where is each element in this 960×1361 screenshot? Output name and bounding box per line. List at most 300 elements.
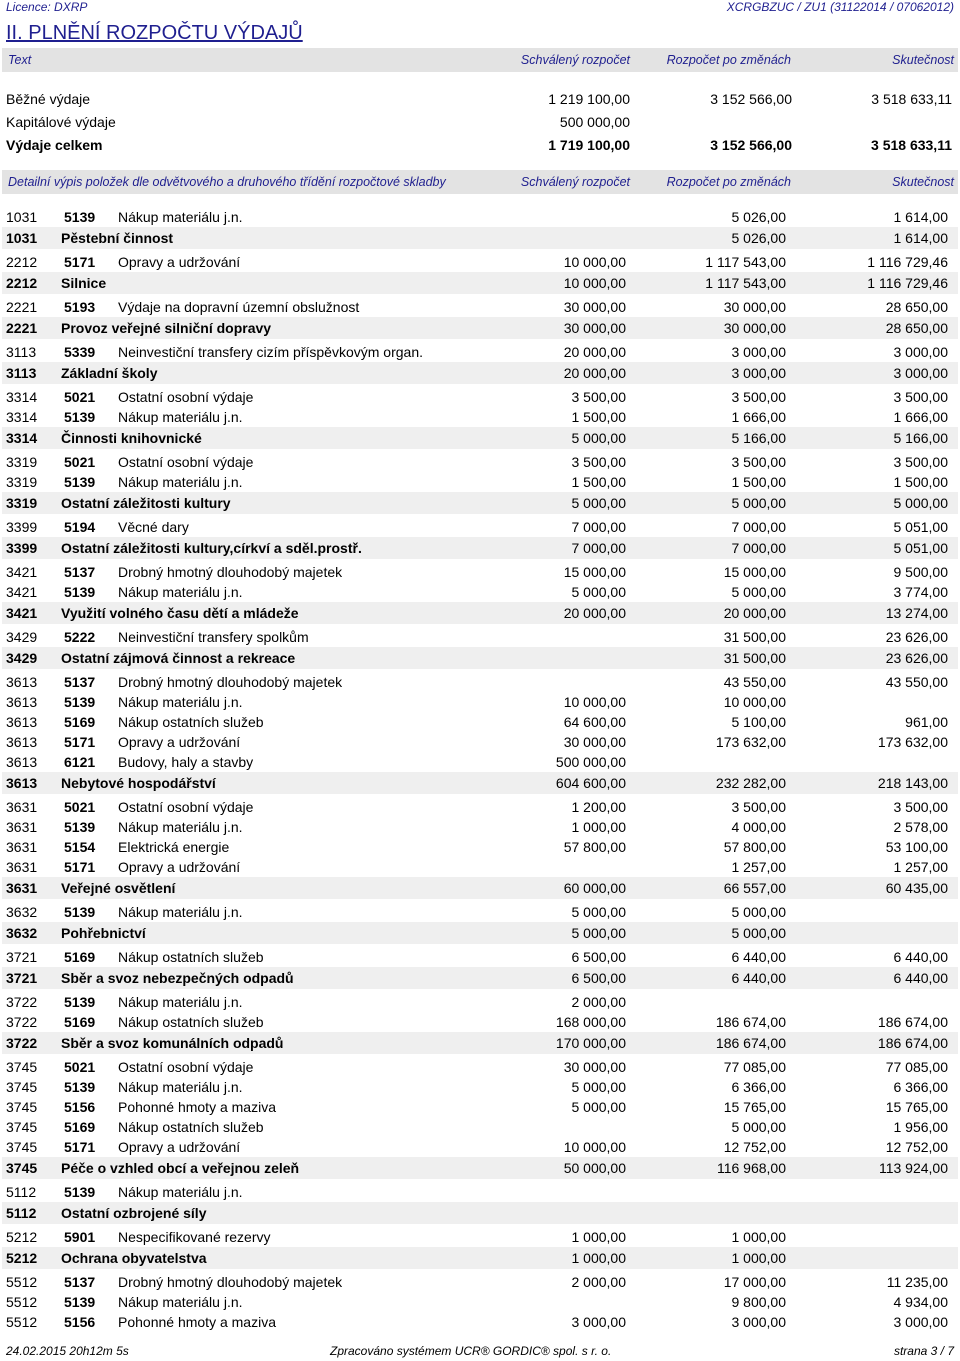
summary-label: Výdaje celkem (6, 137, 103, 153)
item-code: 5137 (64, 674, 96, 690)
table-row (2, 387, 958, 407)
adjusted-budget-value: 4 000,00 (731, 819, 786, 835)
paragraph-code: 3631 (6, 819, 38, 835)
approved-budget-value: 20 000,00 (563, 605, 626, 621)
table-row (2, 837, 958, 857)
paragraph-code: 3314 (6, 409, 38, 425)
item-code: 5139 (64, 994, 96, 1010)
adjusted-budget-value: 3 500,00 (731, 799, 786, 815)
item-description: Opravy a udržování (118, 254, 241, 270)
approved-budget-value: 1 219 100,00 (548, 91, 630, 107)
item-code: 5171 (64, 734, 96, 750)
paragraph-code: 3421 (6, 584, 38, 600)
adjusted-budget-value: 15 765,00 (723, 1099, 786, 1115)
item-code: 6121 (64, 754, 96, 770)
item-code: 5139 (64, 209, 96, 225)
adjusted-budget-value: 3 000,00 (731, 344, 786, 360)
paragraph-code: 3722 (6, 994, 38, 1010)
actual-value: 28 650,00 (885, 320, 948, 336)
adjusted-budget-value: 1 500,00 (731, 474, 786, 490)
table-row (2, 1117, 958, 1137)
item-description: Nákup materiálu j.n. (118, 694, 243, 710)
paragraph-code: 5512 (6, 1294, 38, 1310)
header-adjusted-budget: Rozpočet po změnách (666, 53, 791, 67)
table-row (2, 1182, 958, 1202)
actual-value: 2 578,00 (893, 819, 948, 835)
table-row (2, 947, 958, 967)
item-code: 5021 (64, 389, 96, 405)
table-row (2, 342, 958, 362)
table-row (2, 1012, 958, 1032)
table-row (2, 472, 958, 492)
paragraph-code: 3632 (6, 904, 38, 920)
item-code: 5139 (64, 819, 96, 835)
actual-value: 6 440,00 (893, 949, 948, 965)
approved-budget-value: 5 000,00 (571, 925, 626, 941)
paragraph-code: 3319 (6, 495, 38, 511)
approved-budget-value: 500 000,00 (559, 114, 630, 130)
actual-value: 9 500,00 (893, 564, 948, 580)
item-code: 5171 (64, 1139, 96, 1155)
section-subtotal-row (2, 1247, 958, 1269)
approved-budget-value: 10 000,00 (563, 1139, 626, 1155)
paragraph-code: 3721 (6, 949, 38, 965)
approved-budget-value: 30 000,00 (563, 1059, 626, 1075)
adjusted-budget-value: 3 500,00 (731, 454, 786, 470)
paragraph-code: 5212 (6, 1229, 38, 1245)
paragraph-code: 3113 (6, 344, 37, 360)
actual-value: 5 051,00 (893, 519, 948, 535)
table-row (2, 1272, 958, 1292)
paragraph-code: 3613 (6, 734, 38, 750)
section-name: Sběr a svoz nebezpečných odpadů (61, 970, 294, 986)
paragraph-code: 3399 (6, 540, 38, 556)
approved-budget-value: 10 000,00 (563, 275, 626, 291)
table-row (2, 582, 958, 602)
actual-value: 23 626,00 (885, 629, 948, 645)
header-detail-text: Detailní výpis položek dle odvětvového a druhového třídění rozpočtové skladby (8, 175, 446, 189)
adjusted-budget-value: 10 000,00 (723, 694, 786, 710)
paragraph-code: 3113 (6, 365, 37, 381)
table-header-summary (2, 48, 958, 72)
adjusted-budget-value: 5 000,00 (731, 925, 786, 941)
table-row (2, 1312, 958, 1332)
actual-value: 1 614,00 (893, 209, 948, 225)
adjusted-budget-value: 1 117 543,00 (705, 275, 786, 291)
section-name: Pěstební činnost (61, 230, 174, 246)
adjusted-budget-value: 5 026,00 (731, 209, 786, 225)
report-topbar (6, 0, 954, 14)
adjusted-budget-value: 30 000,00 (723, 320, 786, 336)
item-description: Drobný hmotný dlouhodobý majetek (118, 564, 343, 580)
summary-label: Běžné výdaje (6, 91, 91, 107)
adjusted-budget-value: 3 152 566,00 (710, 91, 792, 107)
actual-value: 3 500,00 (893, 389, 948, 405)
approved-budget-value: 6 500,00 (571, 949, 626, 965)
item-code: 5139 (64, 409, 96, 425)
item-code: 5171 (64, 859, 96, 875)
adjusted-budget-value: 5 000,00 (731, 495, 786, 511)
table-row (2, 517, 958, 537)
actual-value: 4 934,00 (893, 1294, 948, 1310)
actual-value: 3 518 633,11 (871, 137, 952, 153)
section-name: Sběr a svoz komunálních odpadů (61, 1035, 284, 1051)
section-subtotal-row (2, 272, 958, 294)
actual-value: 3 000,00 (893, 344, 948, 360)
approved-budget-value: 30 000,00 (563, 734, 626, 750)
adjusted-budget-value: 7 000,00 (731, 540, 786, 556)
paragraph-code: 3314 (6, 389, 38, 405)
actual-value: 1 500,00 (893, 474, 948, 490)
actual-value: 1 666,00 (893, 409, 948, 425)
table-row (2, 1292, 958, 1312)
table-row (2, 672, 958, 692)
item-code: 5156 (64, 1314, 96, 1330)
item-description: Nákup materiálu j.n. (118, 904, 243, 920)
approved-budget-value: 1 000,00 (571, 1229, 626, 1245)
item-code: 5169 (64, 949, 96, 965)
approved-budget-value: 1 200,00 (571, 799, 626, 815)
approved-budget-value: 1 500,00 (571, 474, 626, 490)
item-code: 5139 (64, 584, 96, 600)
paragraph-code: 3721 (6, 970, 38, 986)
item-description: Neinvestiční transfery cizím příspěvkovým organ. (118, 344, 423, 360)
item-description: Opravy a udržování (118, 1139, 241, 1155)
paragraph-code: 3314 (6, 430, 38, 446)
actual-value: 5 166,00 (893, 430, 948, 446)
header-adjusted-budget: Rozpočet po změnách (666, 175, 791, 189)
approved-budget-value: 15 000,00 (563, 564, 626, 580)
adjusted-budget-value: 3 000,00 (731, 365, 786, 381)
paragraph-code: 5212 (6, 1250, 38, 1266)
actual-value: 5 000,00 (893, 495, 948, 511)
paragraph-code: 2221 (6, 320, 38, 336)
paragraph-code: 2212 (6, 254, 38, 270)
item-description: Ostatní osobní výdaje (118, 454, 254, 470)
header-text: Text (8, 53, 32, 67)
item-description: Ostatní osobní výdaje (118, 389, 254, 405)
page-title: II. PLNĚNÍ ROZPOČTU VÝDAJŮ (6, 22, 303, 44)
paragraph-code: 3421 (6, 564, 38, 580)
adjusted-budget-value: 17 000,00 (723, 1274, 786, 1290)
adjusted-budget-value: 5 000,00 (731, 1119, 786, 1135)
paragraph-code: 2221 (6, 299, 38, 315)
report-code: XCRGBZUC / ZU1 (31122014 / 07062012) (726, 0, 954, 14)
item-code: 5169 (64, 1119, 96, 1135)
detail-table (2, 207, 958, 1332)
table-row (2, 902, 958, 922)
paragraph-code: 3631 (6, 859, 38, 875)
actual-value: 961,00 (905, 714, 948, 730)
item-code: 5171 (64, 254, 96, 270)
table-row (2, 712, 958, 732)
section-subtotal-row (2, 537, 958, 559)
actual-value: 1 257,00 (893, 859, 948, 875)
approved-budget-value: 57 800,00 (563, 839, 626, 855)
table-header-detail (2, 170, 958, 194)
approved-budget-value: 7 000,00 (571, 540, 626, 556)
adjusted-budget-value: 30 000,00 (723, 299, 786, 315)
item-code: 5021 (64, 799, 96, 815)
adjusted-budget-value: 31 500,00 (723, 650, 786, 666)
adjusted-budget-value: 1 000,00 (731, 1250, 786, 1266)
actual-value: 1 614,00 (893, 230, 948, 246)
item-description: Elektrická energie (118, 839, 230, 855)
adjusted-budget-value: 5 166,00 (731, 430, 786, 446)
adjusted-budget-value: 1 000,00 (731, 1229, 786, 1245)
adjusted-budget-value: 6 440,00 (731, 949, 786, 965)
item-description: Drobný hmotný dlouhodobý majetek (118, 674, 343, 690)
section-subtotal-row (2, 1032, 958, 1054)
section-name: Veřejné osvětlení (61, 880, 176, 896)
paragraph-code: 5512 (6, 1274, 38, 1290)
approved-budget-value: 1 000,00 (571, 1250, 626, 1266)
approved-budget-value: 30 000,00 (563, 299, 626, 315)
item-description: Budovy, haly a stavby (118, 754, 254, 770)
approved-budget-value: 3 000,00 (571, 1314, 626, 1330)
actual-value: 15 765,00 (885, 1099, 948, 1115)
item-code: 5139 (64, 1079, 96, 1095)
table-row (2, 627, 958, 647)
actual-value: 12 752,00 (885, 1139, 948, 1155)
item-description: Nákup materiálu j.n. (118, 584, 243, 600)
adjusted-budget-value: 186 674,00 (715, 1014, 786, 1030)
paragraph-code: 3745 (6, 1099, 38, 1115)
actual-value: 5 051,00 (893, 540, 948, 556)
section-name: Ostatní zájmová činnost a rekreace (61, 650, 296, 666)
approved-budget-value: 7 000,00 (571, 519, 626, 535)
section-subtotal-row (2, 647, 958, 669)
section-subtotal-row (2, 602, 958, 624)
approved-budget-value: 5 000,00 (571, 430, 626, 446)
item-code: 5339 (64, 344, 96, 360)
section-subtotal-row (2, 877, 958, 899)
item-description: Drobný hmotný dlouhodobý majetek (118, 1274, 343, 1290)
table-row (2, 1097, 958, 1117)
paragraph-code: 3745 (6, 1119, 38, 1135)
adjusted-budget-value: 66 557,00 (723, 880, 786, 896)
section-subtotal-row (2, 1202, 958, 1224)
adjusted-budget-value: 5 000,00 (731, 584, 786, 600)
actual-value: 186 674,00 (877, 1014, 948, 1030)
section-subtotal-row (2, 967, 958, 989)
paragraph-code: 3745 (6, 1160, 38, 1176)
paragraph-code: 5112 (6, 1184, 37, 1200)
adjusted-budget-value: 31 500,00 (723, 629, 786, 645)
adjusted-budget-value: 57 800,00 (723, 839, 786, 855)
approved-budget-value: 5 000,00 (571, 1079, 626, 1095)
adjusted-budget-value: 43 550,00 (723, 674, 786, 690)
paragraph-code: 3745 (6, 1079, 38, 1095)
table-row (2, 857, 958, 877)
adjusted-budget-value: 12 752,00 (723, 1139, 786, 1155)
adjusted-budget-value: 1 257,00 (731, 859, 786, 875)
approved-budget-value: 10 000,00 (563, 254, 626, 270)
adjusted-budget-value: 5 026,00 (731, 230, 786, 246)
item-code: 5169 (64, 714, 96, 730)
header-approved-budget: Schválený rozpočet (520, 53, 630, 67)
item-description: Nákup materiálu j.n. (118, 409, 243, 425)
table-row (2, 297, 958, 317)
approved-budget-value: 1 000,00 (571, 819, 626, 835)
item-description: Pohonné hmoty a maziva (118, 1099, 276, 1115)
section-subtotal-row (2, 1157, 958, 1179)
item-description: Nespecifikované rezervy (118, 1229, 271, 1245)
adjusted-budget-value: 1 117 543,00 (705, 254, 786, 270)
table-row (2, 797, 958, 817)
approved-budget-value: 604 600,00 (555, 775, 626, 791)
adjusted-budget-value: 5 100,00 (731, 714, 786, 730)
adjusted-budget-value: 173 632,00 (715, 734, 786, 750)
table-row (2, 452, 958, 472)
actual-value: 6 366,00 (893, 1079, 948, 1095)
summary-row (2, 111, 958, 134)
actual-value: 173 632,00 (877, 734, 948, 750)
approved-budget-value: 60 000,00 (563, 880, 626, 896)
paragraph-code: 3722 (6, 1014, 38, 1030)
item-description: Pohonné hmoty a maziva (118, 1314, 276, 1330)
section-name: Ostatní záležitosti kultury (61, 495, 231, 511)
actual-value: 3 518 633,11 (871, 91, 952, 107)
section-name: Využití volného času dětí a mládeže (61, 605, 299, 621)
paragraph-code: 3631 (6, 799, 38, 815)
approved-budget-value: 5 000,00 (571, 584, 626, 600)
item-description: Výdaje na dopravní územní obslužnost (118, 299, 360, 315)
adjusted-budget-value: 3 152 566,00 (710, 137, 792, 153)
approved-budget-value: 5 000,00 (571, 495, 626, 511)
paragraph-code: 3319 (6, 454, 38, 470)
section-name: Činnosti knihovnické (61, 430, 202, 446)
footer-system: Zpracováno systémem UCR® GORDIC® spol. s r. o. (330, 1344, 612, 1358)
actual-value: 3 500,00 (893, 454, 948, 470)
actual-value: 6 440,00 (893, 970, 948, 986)
item-description: Věcné dary (118, 519, 189, 535)
approved-budget-value: 20 000,00 (563, 365, 626, 381)
actual-value: 1 116 729,46 (867, 254, 948, 270)
footer-page-number: strana 3 / 7 (893, 1344, 954, 1358)
item-code: 5139 (64, 694, 96, 710)
item-description: Neinvestiční transfery spolkům (118, 629, 309, 645)
actual-value: 113 924,00 (878, 1160, 948, 1176)
section-subtotal-row (2, 427, 958, 449)
summary-row (2, 88, 958, 111)
adjusted-budget-value: 20 000,00 (723, 605, 786, 621)
actual-value: 218 143,00 (877, 775, 948, 791)
paragraph-code: 3613 (6, 714, 38, 730)
table-row (2, 562, 958, 582)
header-approved-budget: Schválený rozpočet (520, 175, 630, 189)
table-row (2, 732, 958, 752)
item-description: Nákup ostatních služeb (118, 1119, 264, 1135)
item-description: Nákup materiálu j.n. (118, 1184, 243, 1200)
actual-value: 3 000,00 (893, 1314, 948, 1330)
item-description: Nákup materiálu j.n. (118, 1079, 243, 1095)
actual-value: 11 235,00 (886, 1274, 948, 1290)
item-code: 5901 (64, 1229, 96, 1245)
footer-timestamp: 24.02.2015 20h12m 5s (6, 1344, 129, 1358)
item-description: Nákup materiálu j.n. (118, 994, 243, 1010)
section-name: Základní školy (61, 365, 158, 381)
item-description: Nákup ostatních služeb (118, 1014, 264, 1030)
adjusted-budget-value: 232 282,00 (715, 775, 786, 791)
item-description: Opravy a udržování (118, 734, 241, 750)
paragraph-code: 3632 (6, 925, 38, 941)
section-subtotal-row (2, 227, 958, 249)
approved-budget-value: 6 500,00 (571, 970, 626, 986)
adjusted-budget-value: 3 000,00 (731, 1314, 786, 1330)
item-code: 5169 (64, 1014, 96, 1030)
adjusted-budget-value: 77 085,00 (723, 1059, 786, 1075)
section-name: Nebytové hospodářství (61, 775, 216, 791)
table-row (2, 207, 958, 227)
approved-budget-value: 168 000,00 (555, 1014, 626, 1030)
approved-budget-value: 64 600,00 (563, 714, 626, 730)
item-description: Ostatní osobní výdaje (118, 799, 254, 815)
item-code: 5139 (64, 904, 96, 920)
approved-budget-value: 500 000,00 (555, 754, 626, 770)
actual-value: 186 674,00 (877, 1035, 948, 1051)
table-row (2, 1137, 958, 1157)
adjusted-budget-value: 6 366,00 (731, 1079, 786, 1095)
adjusted-budget-value: 3 500,00 (731, 389, 786, 405)
approved-budget-value: 1 719 100,00 (548, 137, 630, 153)
table-row (2, 692, 958, 712)
approved-budget-value: 5 000,00 (571, 1099, 626, 1115)
adjusted-budget-value: 1 666,00 (731, 409, 786, 425)
actual-value: 60 435,00 (885, 880, 948, 896)
actual-value: 3 000,00 (893, 365, 948, 381)
paragraph-code: 3631 (6, 880, 38, 896)
section-subtotal-row (2, 362, 958, 384)
actual-value: 28 650,00 (885, 299, 948, 315)
paragraph-code: 3631 (6, 839, 38, 855)
item-description: Nákup materiálu j.n. (118, 474, 243, 490)
section-name: Ostatní ozbrojené síly (61, 1205, 207, 1221)
section-subtotal-row (2, 772, 958, 794)
actual-value: 1 116 729,46 (867, 275, 948, 291)
adjusted-budget-value: 116 968,00 (716, 1160, 786, 1176)
item-code: 5137 (64, 1274, 96, 1290)
table-row (2, 752, 958, 772)
item-code: 5139 (64, 1184, 96, 1200)
licence-label: Licence: DXRP (6, 0, 88, 14)
item-description: Nákup materiálu j.n. (118, 819, 243, 835)
adjusted-budget-value: 9 800,00 (731, 1294, 786, 1310)
table-row (2, 817, 958, 837)
approved-budget-value: 1 500,00 (571, 409, 626, 425)
adjusted-budget-value: 15 000,00 (723, 564, 786, 580)
adjusted-budget-value: 7 000,00 (731, 519, 786, 535)
actual-value: 53 100,00 (885, 839, 948, 855)
item-code: 5139 (64, 474, 96, 490)
paragraph-code: 5112 (6, 1205, 37, 1221)
adjusted-budget-value: 186 674,00 (715, 1035, 786, 1051)
section-name: Pohřebnictví (61, 925, 146, 941)
summary-block (2, 88, 958, 157)
section-name: Silnice (61, 275, 107, 291)
item-code: 5021 (64, 1059, 96, 1075)
paragraph-code: 2212 (6, 275, 38, 291)
paragraph-code: 3745 (6, 1059, 38, 1075)
actual-value: 23 626,00 (885, 650, 948, 666)
adjusted-budget-value: 5 000,00 (731, 904, 786, 920)
approved-budget-value: 5 000,00 (571, 904, 626, 920)
approved-budget-value: 3 500,00 (571, 389, 626, 405)
item-code: 5021 (64, 454, 96, 470)
header-actual: Skutečnost (892, 53, 954, 67)
table-row (2, 992, 958, 1012)
approved-budget-value: 170 000,00 (555, 1035, 626, 1051)
